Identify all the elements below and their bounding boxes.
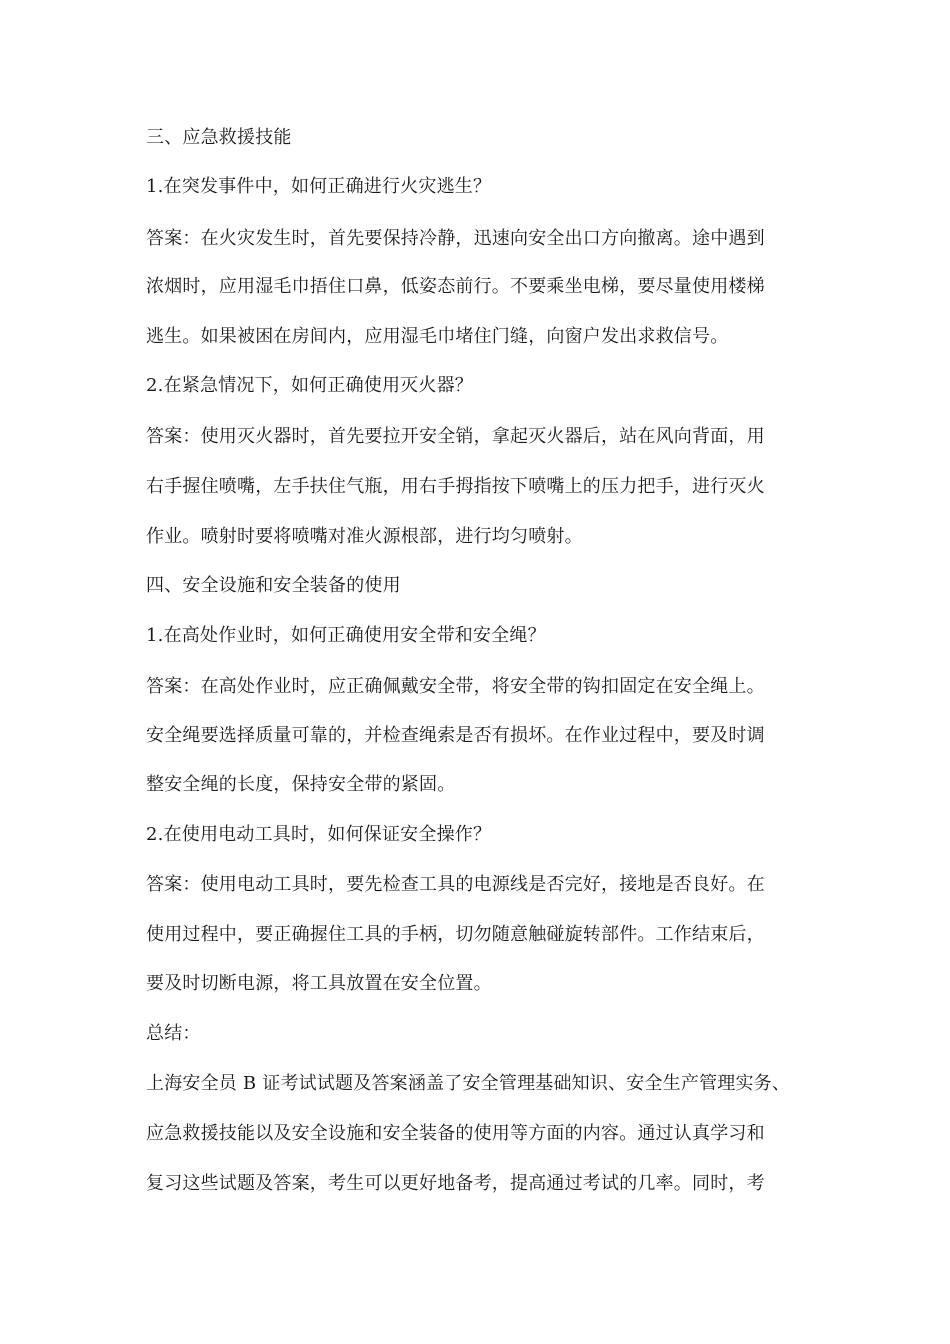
- answer-line: 逃生。如果被困在房间内，应用湿毛巾堵住门缝，向窗户发出求救信号。: [146, 326, 729, 347]
- answer-line: 浓烟时，应用湿毛巾捂住口鼻，低姿态前行。不要乘坐电梯，要尽量使用楼梯: [146, 276, 765, 297]
- answer-line: 右手握住喷嘴，左手扶住气瓶，用右手拇指按下喷嘴上的压力把手，进行灭火: [146, 476, 765, 497]
- summary-line: 上海安全员 B 证考试试题及答案涵盖了安全管理基础知识、安全生产管理实务、: [146, 1073, 791, 1094]
- section-heading-emergency-rescue: 三、应急救援技能: [146, 127, 292, 148]
- answer-line: 使用过程中，要正确握住工具的手柄，切勿随意触碰旋转部件。工作结束后，: [146, 924, 765, 945]
- question-power-tools: 2.在使用电动工具时，如何保证安全操作？: [146, 824, 492, 845]
- answer-line: 答案：在高处作业时，应正确佩戴安全带，将安全带的钩扣固定在安全绳上。: [146, 676, 765, 697]
- answer-line: 作业。喷射时要将喷嘴对准火源根部，进行均匀喷射。: [146, 526, 583, 547]
- answer-line: 安全绳要选择质量可靠的，并检查绳索是否有损坏。在作业过程中，要及时调: [146, 725, 765, 746]
- answer-line: 答案：使用电动工具时，要先检查工具的电源线是否完好，接地是否良好。在: [146, 874, 765, 895]
- answer-line: 整安全绳的长度，保持安全带的紧固。: [146, 774, 456, 795]
- question-fire-extinguisher: 2.在紧急情况下，如何正确使用灭火器？: [146, 375, 473, 396]
- question-safety-belt: 1.在高处作业时，如何正确使用安全带和安全绳？: [146, 625, 546, 646]
- answer-line: 答案：在火灾发生时，首先要保持冷静，迅速向安全出口方向撤离。途中遇到: [146, 228, 765, 249]
- summary-line: 复习这些试题及答案，考生可以更好地备考，提高通过考试的几率。同时，考: [146, 1173, 765, 1194]
- question-fire-escape: 1.在突发事件中，如何正确进行火灾逃生？: [146, 176, 492, 197]
- answer-line: 要及时切断电源，将工具放置在安全位置。: [146, 973, 492, 994]
- answer-line: 答案：使用灭火器时，首先要拉开安全销，拿起灭火器后，站在风向背面，用: [146, 426, 765, 447]
- summary-heading: 总结：: [146, 1023, 201, 1044]
- section-heading-safety-equipment: 四、安全设施和安全装备的使用: [146, 575, 401, 596]
- summary-line: 应急救援技能以及安全设施和安全装备的使用等方面的内容。通过认真学习和: [146, 1123, 765, 1144]
